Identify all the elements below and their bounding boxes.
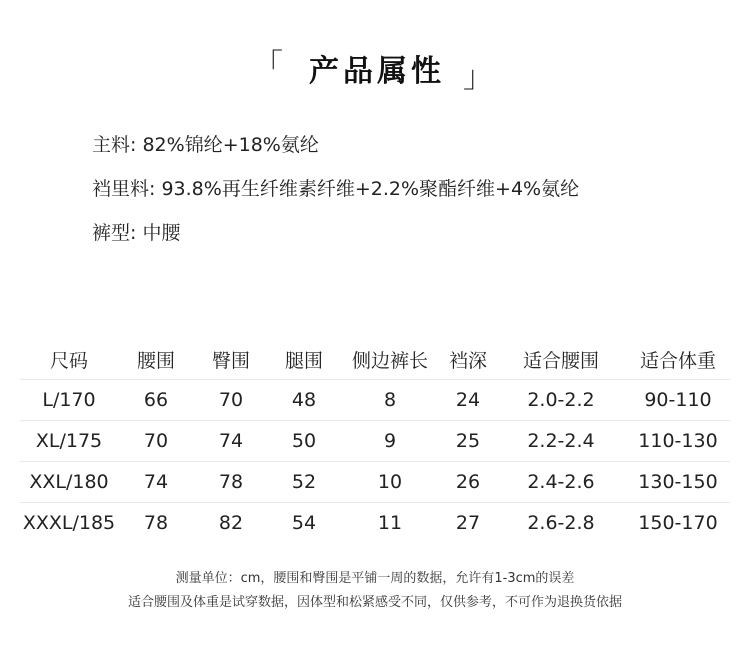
table-cell: 70 xyxy=(194,380,268,421)
attribute-label: 主料 xyxy=(92,134,131,156)
table-header-row xyxy=(20,339,730,380)
size-table xyxy=(20,339,730,543)
title-text: 产品属性 xyxy=(309,54,445,89)
table-cell: 24 xyxy=(440,380,496,421)
table-cell: 70 xyxy=(118,421,194,462)
table-cell: 150-170 xyxy=(638,512,718,534)
column-header: 适合腰围 xyxy=(496,339,626,380)
table-cell: 50 xyxy=(268,421,340,462)
footnote-measurement: 测量单位：cm，腰围和臀围是平铺一周的数据，允许有1-3cm的误差 xyxy=(175,571,575,586)
table-cell: 2.2-2.4 xyxy=(496,421,626,462)
table-cell: 130-150 xyxy=(626,462,730,503)
table-row xyxy=(20,380,730,421)
attribute-label: 裆里料 xyxy=(92,178,150,200)
table-cell: 78 xyxy=(143,512,169,534)
column-header: 腿围 xyxy=(268,339,340,380)
attribute-crotch-lining: 裆里料: 93.8%再生纤维素纤维+2.2%聚酯纤维+4%氨纶 xyxy=(92,178,580,200)
attribute-label: 裤型 xyxy=(92,222,131,244)
table-cell: 110-130 xyxy=(626,421,730,462)
table-cell: 74 xyxy=(194,421,268,462)
attribute-list xyxy=(92,131,579,263)
column-header: 侧边裤长 xyxy=(340,339,440,380)
table-cell: 66 xyxy=(118,380,194,421)
footnotes xyxy=(0,567,750,615)
attribute-value: 93.8%再生纤维素纤维+2.2%聚酯纤维+4%氨纶 xyxy=(161,178,580,200)
table-cell: 27 xyxy=(455,512,481,534)
title-left-bracket: 「 xyxy=(253,48,287,83)
table-cell: 2.4-2.6 xyxy=(496,462,626,503)
attribute-main-material: 主料: 82%锦纶+18%氨纶 xyxy=(92,134,319,156)
column-header: 尺码 xyxy=(20,339,118,380)
table-cell: 11 xyxy=(377,512,403,534)
column-header: 裆深 xyxy=(440,339,496,380)
table-cell: XXXL/185 xyxy=(22,512,116,534)
table-cell: 52 xyxy=(268,462,340,503)
table-cell: 26 xyxy=(440,462,496,503)
table-cell: 48 xyxy=(268,380,340,421)
table-cell: 9 xyxy=(340,421,440,462)
attribute-value: 82%锦纶+18%氨纶 xyxy=(142,134,319,156)
table-cell: XXL/180 xyxy=(20,462,118,503)
title-right-bracket: 」 xyxy=(463,60,497,95)
table-cell: 54 xyxy=(291,512,317,534)
table-row xyxy=(20,462,730,503)
column-header: 适合体重 xyxy=(626,339,730,380)
table-cell: 25 xyxy=(440,421,496,462)
table-cell: L/170 xyxy=(20,380,118,421)
table-cell: 10 xyxy=(340,462,440,503)
column-header: 臀围 xyxy=(194,339,268,380)
table-cell: XL/175 xyxy=(20,421,118,462)
attribute-value: 中腰 xyxy=(142,222,181,244)
attribute-pants-type: 裤型: 中腰 xyxy=(92,222,181,244)
table-cell: 82 xyxy=(218,512,244,534)
section-title xyxy=(0,46,750,95)
table-row xyxy=(20,503,730,544)
table-cell: 2.0-2.2 xyxy=(496,380,626,421)
table-row xyxy=(20,421,730,462)
table-cell: 78 xyxy=(194,462,268,503)
table-cell: 90-110 xyxy=(626,380,730,421)
table-cell: 2.6-2.8 xyxy=(527,512,595,534)
table-cell: 74 xyxy=(118,462,194,503)
table-cell: 8 xyxy=(340,380,440,421)
column-header: 腰围 xyxy=(118,339,194,380)
footnote-disclaimer: 适合腰围及体重是试穿数据，因体型和松紧感受不同，仅供参考，不可作为退换货依据 xyxy=(127,595,622,610)
